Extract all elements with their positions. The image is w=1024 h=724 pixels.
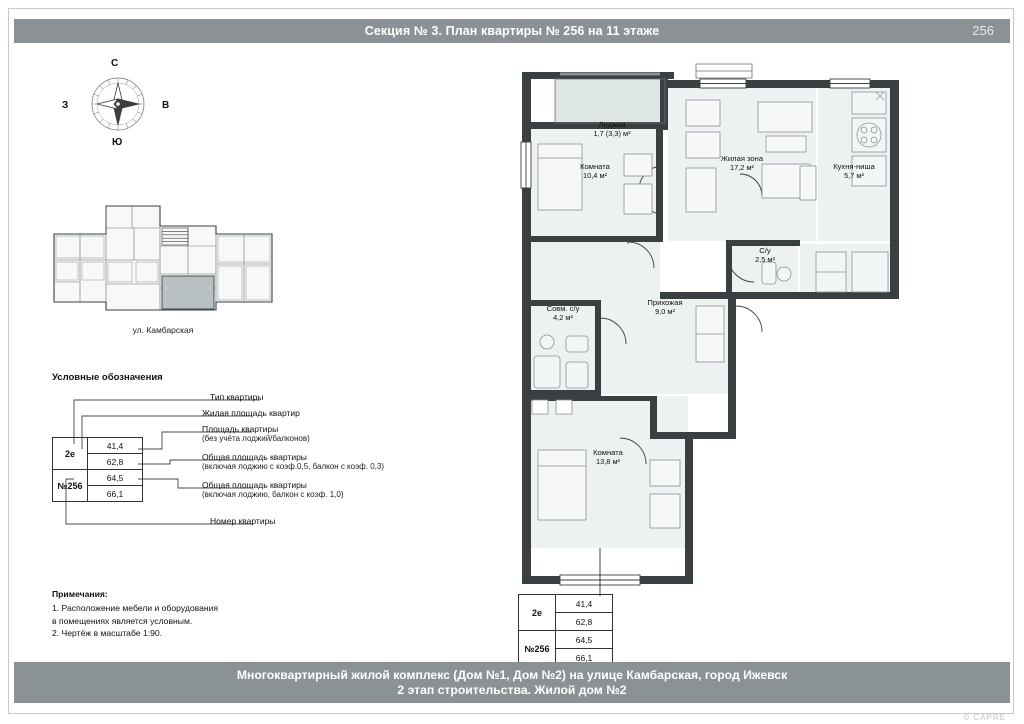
apartment-floor-plan [500, 56, 970, 636]
compass-rose [62, 58, 180, 150]
key-plan-street-label: ул. Камбарская [132, 325, 194, 335]
room-label-wc: С/у 2,5 м² [755, 246, 775, 265]
compass-west-label: З [62, 100, 69, 111]
legend-title: Условные обозначения [52, 372, 163, 383]
plan-spec-area-no-balcony-cell: 62,8 [556, 613, 613, 631]
key-plan [48, 198, 278, 318]
plan-spec-type-cell: 2е [519, 595, 556, 631]
legend-number-cell: №256 [53, 470, 88, 502]
legend-area-no-balcony-cell: 62,8 [88, 454, 143, 470]
legend-total-area-k10-cell: 66,1 [88, 486, 143, 502]
compass-south-label: Ю [112, 137, 123, 148]
footer-bar [14, 662, 1010, 703]
room-label-combined-bath: Совм. с/у 4,2 м² [546, 304, 580, 323]
plan-spec-table [518, 594, 618, 667]
room-label-kitchen-niche: Кухня-ниша 5,7 м² [833, 162, 875, 181]
legend-total-area-k05-cell: 64,5 [88, 470, 143, 486]
legend-callout-5: Номер квартиры [210, 516, 276, 526]
legend-callout-3: Общая площадь квартиры (включая лоджию с коэф.0,5, балкон с коэф. 0,3) [202, 452, 384, 471]
footer-line-1: Многоквартирный жилой комплекс (Дом №1, Дом №2) на улице Камбарская, город Ижевск [236, 668, 788, 682]
legend-spec-table [52, 437, 162, 497]
room-label-hallway: Прихожая 9,0 м² [647, 298, 683, 317]
room-label-bedroom-2: Комната 13,8 м² [593, 448, 623, 467]
notes-title: Примечания: [52, 589, 108, 599]
footer-line-2: 2 этап строительства. Жилой дом №2 [397, 683, 627, 697]
legend-callout-0: Тип квартиры [210, 392, 264, 402]
room-label-loggia: Лоджия 1,7 (3,3) м² [593, 120, 631, 139]
plan-spec-total-area-k05-cell: 64,5 [556, 631, 613, 649]
legend-living-area-cell: 41,4 [88, 438, 143, 454]
legend-type-cell: 2е [53, 438, 88, 470]
compass-east-label: В [162, 100, 170, 111]
page-title: Секция № 3. План квартиры № 256 на 11 этаже [364, 24, 660, 38]
room-label-living-zone: Жилая зона 17,2 м² [720, 154, 764, 173]
plan-spec-living-area-cell: 41,4 [556, 595, 613, 613]
header-bar [14, 19, 1010, 43]
plan-spec-number-cell: №256 [519, 631, 556, 667]
plan-spec-total-area-k10-cell: 66,1 [556, 649, 613, 667]
legend-callout-4: Общая площадь квартиры (включая лоджию, балкон с коэф. 1,0) [202, 480, 344, 499]
notes-item-1: в помещениях является условным. [52, 615, 193, 626]
compass-north-label: С [111, 58, 119, 69]
legend-callout-1: Жилая площадь квартир [202, 408, 300, 418]
legend-callout-2: Площадь квартиры (без учёта лоджий/балконов) [202, 424, 310, 443]
notes-item-2: 2. Чертёж в масштабе 1:90. [52, 628, 163, 639]
notes-item-0: 1. Расположение мебели и оборудования [52, 603, 219, 614]
notes-block [52, 588, 352, 640]
room-label-bedroom-1: Комната 10,4 м² [580, 162, 610, 181]
watermark: © CAPRE [963, 713, 1006, 722]
page-number: 256 [972, 23, 994, 38]
